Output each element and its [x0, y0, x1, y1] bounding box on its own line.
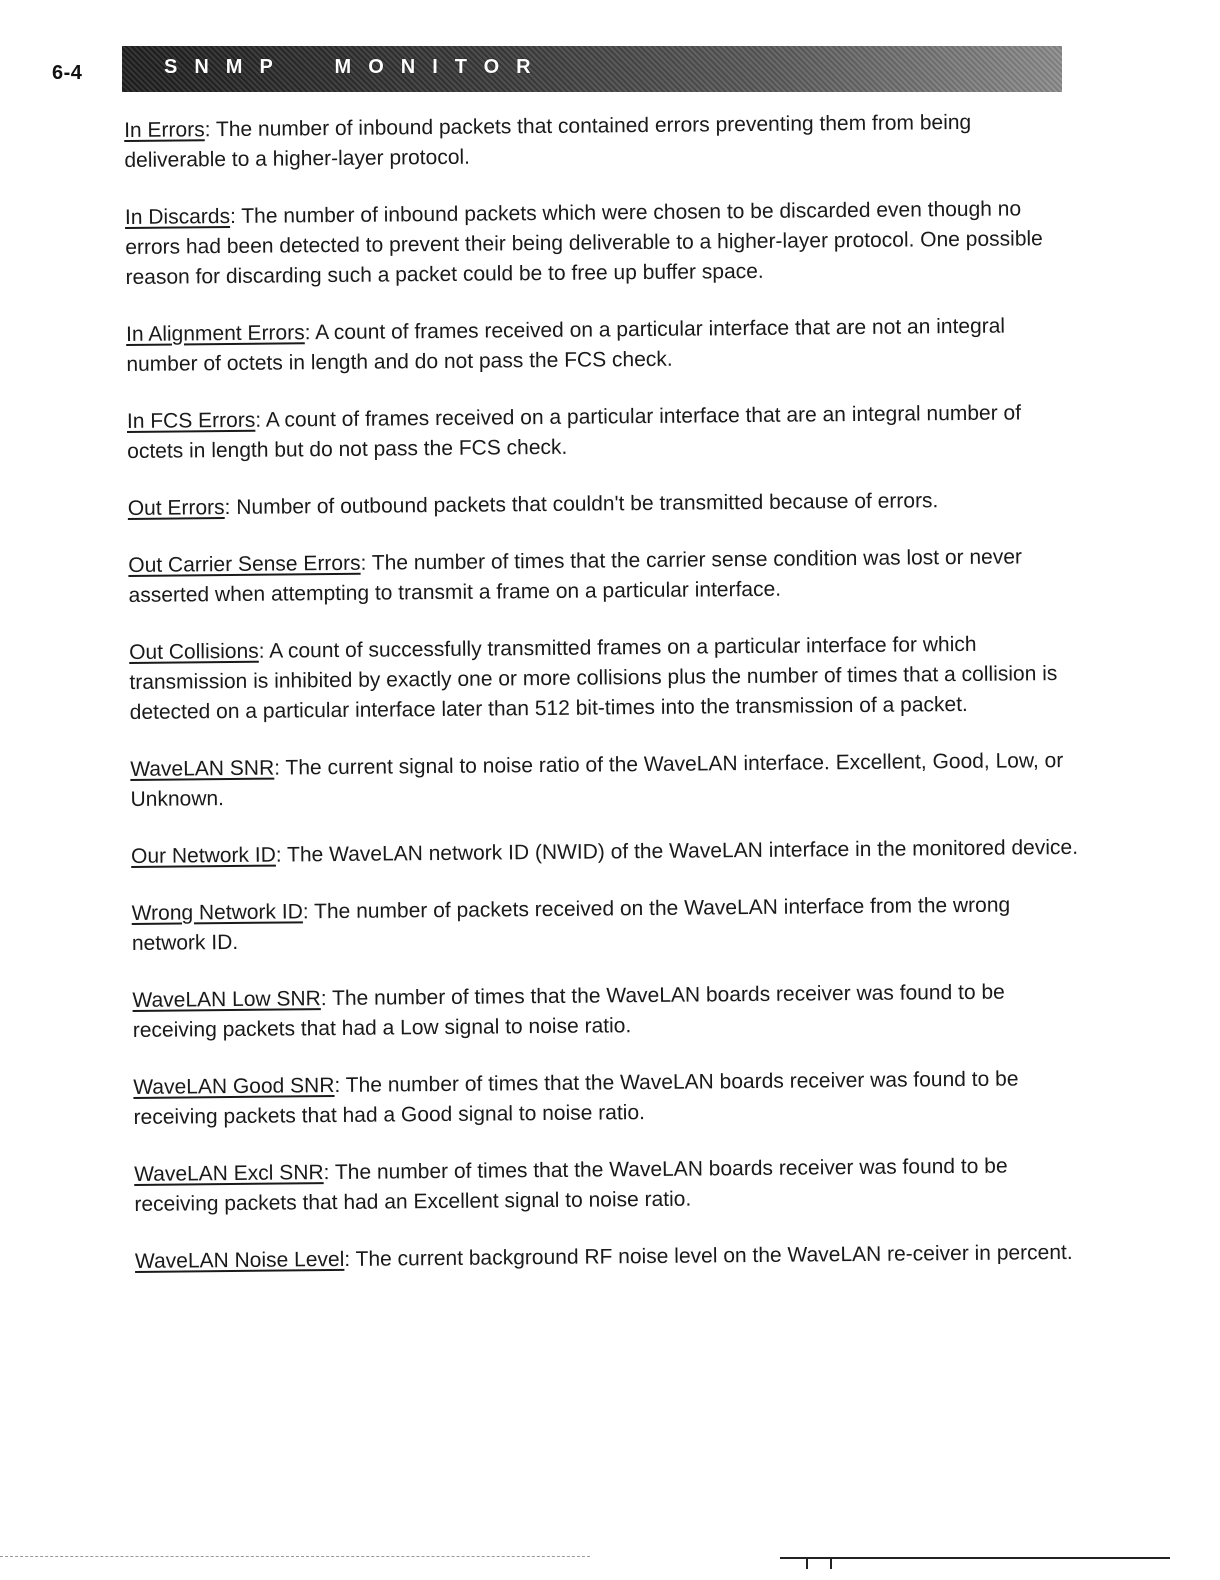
page-number: 6-4 — [52, 62, 83, 84]
definition-term: In FCS Errors — [126, 408, 256, 433]
definition-term: Out Carrier Sense Errors — [128, 551, 361, 577]
definition-text: : A count of successfully transmitted frames on a particular interface for which transmission is inhibited by exactly one or more collisions plus the number of times that a collision is detected on a particular interface later than 512 bit-times into the transmission of a packet. — [129, 632, 1058, 724]
definition-term: WaveLAN Good SNR — [133, 1074, 335, 1099]
definition-text: : A count of frames received on a particular interface that are an integral number of octets in length but do not pass the FCS check. — [127, 401, 1022, 463]
section-header-title: SNMP MONITOR — [164, 56, 548, 78]
definition-entry — [128, 485, 1078, 524]
definition-text: : The number of inbound packets which were chosen to be discarded even though no errors had been detected to prevent their being deliverable to a higher-layer protocol. One possible reason for discarding such a packet could be to free up buffer space. — [125, 197, 1043, 289]
bottom-divider-left — [0, 1556, 590, 1557]
definition-text: : The number of inbound packets that contained errors preventing them from being deliverable to a higher-layer protocol. — [124, 110, 972, 172]
definition-text: : A count of frames received on a particular interface that are not an integral number of octets in length and do not pass the FCS check. — [126, 314, 1006, 376]
definition-term: Wrong Network ID — [131, 900, 303, 925]
definition-text: : The number of packets received on the WaveLAN interface from the wrong network ID. — [131, 893, 1011, 955]
definition-entry — [127, 398, 1078, 467]
definition-term: WaveLAN Low SNR — [132, 987, 321, 1012]
definition-term: Our Network ID — [130, 843, 276, 868]
bottom-divider-tick — [806, 1559, 832, 1569]
definition-term: Out Collisions — [129, 639, 259, 664]
definition-entry — [134, 1151, 1085, 1220]
section-header-bar — [122, 46, 1062, 92]
definition-text: : The current signal to noise ratio of the WaveLAN interface. Excellent, Good, Low, or Unknown. — [130, 749, 1064, 811]
definition-entry — [133, 1064, 1084, 1133]
definition-text: : The WaveLAN network ID (NWID) of the WaveLAN interface in the monitored device. — [275, 835, 1079, 867]
definition-entry — [128, 542, 1079, 611]
definition-entry — [131, 833, 1081, 872]
definition-entry — [129, 629, 1080, 728]
definition-entry — [132, 977, 1083, 1046]
definition-text: : The number of times that the carrier sense condition was lost or never asserted when attempting to transmit a frame on a particular interface. — [128, 545, 1023, 607]
definition-entry — [124, 107, 1075, 176]
definition-term: In Discards — [124, 204, 231, 229]
definition-text: : The number of times that the WaveLAN boards receiver was found to be receiving packets that had an Excellent signal to noise ratio. — [134, 1154, 1008, 1216]
definition-entry — [132, 890, 1083, 959]
definition-term: WaveLAN SNR — [130, 756, 275, 781]
definition-term: Out Errors — [127, 496, 225, 520]
definition-text: : The number of times that the WaveLAN boards receiver was found to be receiving packets that had a Low signal to noise ratio. — [132, 980, 1005, 1042]
definition-entry — [135, 1238, 1085, 1277]
definition-entry — [130, 746, 1081, 815]
definition-term: WaveLAN Noise Level — [134, 1247, 345, 1273]
definition-entry — [125, 194, 1076, 293]
definition-term: WaveLAN Excl SNR — [134, 1161, 324, 1186]
definition-entry — [126, 311, 1077, 380]
definition-term: In Alignment Errors — [125, 321, 305, 346]
definition-text: : The current background RF noise level on the WaveLAN re-ceiver in percent. — [344, 1240, 1073, 1271]
definition-term: In Errors — [124, 118, 205, 142]
definition-list — [124, 107, 1085, 1304]
definition-text: : Number of outbound packets that couldn't be transmitted because of errors. — [224, 489, 939, 520]
bottom-divider-right — [780, 1557, 1170, 1559]
definition-text: : The number of times that the WaveLAN boards receiver was found to be receiving packets that had a Good signal to noise ratio. — [133, 1067, 1019, 1129]
